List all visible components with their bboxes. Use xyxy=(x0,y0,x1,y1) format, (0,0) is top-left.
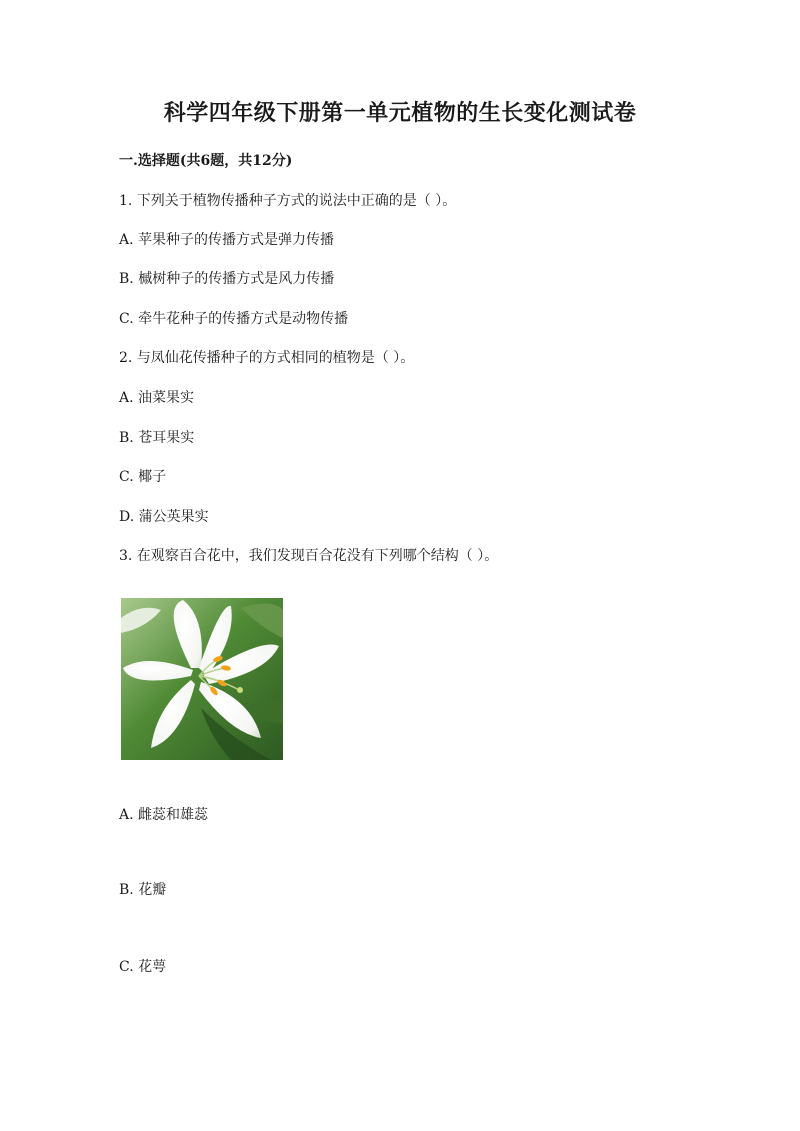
question-3-option-c: C. 花萼 xyxy=(119,959,167,975)
question-1-option-a: A. 苹果种子的传播方式是弹力传播 xyxy=(119,232,335,248)
question-3-option-b: B. 花瓣 xyxy=(119,882,167,898)
question-2-option-a: A. 油菜果实 xyxy=(119,390,195,406)
question-1-option-c: C. 牵牛花种子的传播方式是动物传播 xyxy=(119,311,349,327)
question-3-stem: 3. 在观察百合花中，我们发现百合花没有下列哪个结构（ ）。 xyxy=(119,548,499,564)
page-title: 科学四年级下册第一单元植物的生长变化测试卷 xyxy=(163,100,637,126)
section-heading: 一.选择题(共6题，共12分) xyxy=(119,153,293,169)
question-2-option-d: D. 蒲公英果实 xyxy=(119,509,209,525)
question-1-option-b: B. 槭树种子的传播方式是风力传播 xyxy=(119,271,335,287)
question-2-stem: 2. 与凤仙花传播种子的方式相同的植物是（ ）。 xyxy=(119,350,415,366)
question-2-option-c: C. 椰子 xyxy=(119,469,167,485)
lily-flower-image xyxy=(121,598,283,760)
question-1-stem: 1. 下列关于植物传播种子方式的说法中正确的是（ ）。 xyxy=(119,193,457,209)
question-2-option-b: B. 苍耳果实 xyxy=(119,430,195,446)
question-3-option-a: A. 雌蕊和雄蕊 xyxy=(119,807,209,823)
